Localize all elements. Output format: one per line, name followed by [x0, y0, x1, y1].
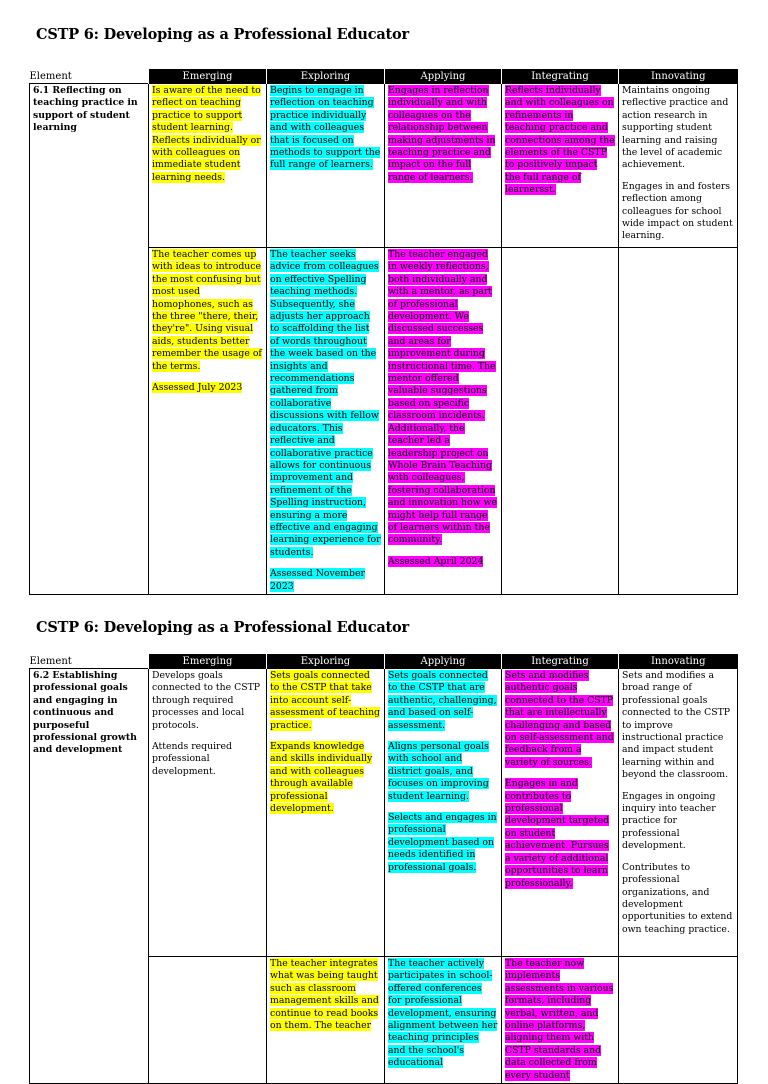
element-cell-6-1 [30, 84, 149, 595]
header-applying: Applying [385, 654, 502, 669]
evidence-text: The teacher comes up with ideas to introduce the most confusing but most used homophones, such as the three "there, their, they're". Using visual aids, students better remember the usage of the terms. [152, 249, 262, 372]
rubric-text: Attends required professional development. [152, 741, 232, 777]
rubric-exploring [267, 84, 385, 248]
evidence-text: The teacher actively participates in school-offered conferences for professional development, ensuring alignment between her teaching principles and the school's educational [388, 958, 498, 1069]
header-exploring: Exploring [267, 69, 385, 84]
section-1-title: CSTP 6: Developing as a Professional Educator [36, 26, 409, 43]
evidence-emerging [149, 248, 267, 595]
header-exploring: Exploring [267, 654, 385, 669]
rubric-text: Begins to engage in reflection on teaching practice individually and with colleagues that is focused on methods to support the full range of learners. [270, 85, 381, 171]
rubric-text: Sets goals connected to the CSTP that are authentic, challenging, and based on self-assessment. [388, 670, 497, 731]
rubric-integrating [502, 84, 619, 248]
rubric-text: Maintains ongoing reflective practice and action research in supporting student learning and raising the level of academic achievement. [622, 85, 729, 171]
evidence-exploring [267, 957, 385, 1084]
rubric-text: Engages in and contributes to professional development targeted on student achievement. Pursues a variety of additional opportunities to learn professionally. [505, 778, 610, 889]
rubric-text: Is aware of the need to reflect on teaching practice to support student learning. Reflects individually or with colleagues on immediate student learning needs. [152, 85, 261, 183]
header-innovating: Innovating [619, 654, 738, 669]
header-applying: Applying [385, 69, 502, 84]
rubric-text: Sets goals connected to the CSTP that take into account self-assessment of teaching practice. [270, 670, 381, 731]
header-row [30, 69, 738, 84]
rubric-text: Contributes to professional organizations, and development opportunities to extend own teaching practice. [622, 861, 733, 935]
rubric-exploring [267, 669, 385, 957]
rubric-text: Aligns personal goals with school and district goals, and focuses on improving student learning. [388, 741, 489, 802]
rubric-emerging [149, 84, 267, 248]
element-label: 6.1 Reflecting on teaching practice in support of student learning [33, 85, 138, 134]
rubric-innovating [619, 84, 738, 248]
rubric-innovating [619, 669, 738, 957]
evidence-text: The teacher integrates what was being taught such as classroom management skills and continue to read books on them. The teacher [270, 958, 379, 1032]
rubric-row [30, 84, 738, 248]
header-innovating: Innovating [619, 69, 738, 84]
assessed-date: Assessed April 2024 [388, 555, 484, 567]
header-integrating: Integrating [502, 654, 619, 669]
evidence-integrating [502, 248, 619, 595]
header-element: Element [30, 654, 149, 669]
evidence-innovating [619, 957, 738, 1084]
rubric-text: Expands knowledge and skills individually and with colleagues through available professional development. [270, 741, 373, 815]
header-emerging: Emerging [149, 69, 267, 84]
rubric-text: Engages in reflection individually and with colleagues on the relationship between making adjustments in teaching practice and impact on the full range of learners. [388, 85, 496, 183]
evidence-text: The teacher now implements assessments in various formats, including verbal, written, and online platforms, aligning them with CSTP standards and data collected from every student [505, 958, 614, 1081]
rubric-table-6-2 [29, 654, 738, 1084]
section-2-title: CSTP 6: Developing as a Professional Educator [36, 619, 409, 636]
evidence-applying [385, 957, 502, 1084]
evidence-text: The teacher engaged in weekly reflections, both individually and with a mentor, as part of professional development. We discussed successes and areas for improvement during instructional time. The mentor offered valuable suggestions based on specific classroom incidents. Additionally, the teacher led a leadership project on Whole Brain Teaching with colleagues, fostering collaboration and innovation how we might help full range of learners within the community. [388, 249, 497, 546]
element-label: 6.2 Establishing professional goals and engaging in continuous and purposeful professional growth and development [33, 670, 137, 756]
rubric-text: Reflects individually and with colleagues on refinements in teaching practice and connections among the elements of the CSTP to positively impact the full range of learnersst. [505, 85, 615, 196]
header-row [30, 654, 738, 669]
evidence-integrating [502, 957, 619, 1084]
assessed-date: Assessed November 2023 [270, 568, 365, 592]
rubric-applying [385, 84, 502, 248]
evidence-emerging [149, 957, 267, 1084]
rubric-text: Sets and modifies authentic goals connected to the CSTP that are intellectually challenging and based on self-assessment and feedback from a variety of sources. [505, 670, 614, 768]
header-integrating: Integrating [502, 69, 619, 84]
rubric-applying [385, 669, 502, 957]
rubric-integrating [502, 669, 619, 957]
header-emerging: Emerging [149, 654, 267, 669]
rubric-text: Sets and modifies a broad range of professional goals connected to the CSTP to improve instructional practice and impact student learning within and beyond the classroom. [622, 670, 731, 781]
assessed-date: Assessed July 2023 [152, 382, 243, 394]
rubric-text: Engages in and fosters reflection among colleagues for school wide impact on student learning. [622, 180, 733, 242]
header-element: Element [30, 69, 149, 84]
element-cell-6-2 [30, 669, 149, 1084]
rubric-text: Selects and engages in professional development based on needs identified in professional goals. [388, 812, 497, 873]
evidence-exploring [267, 248, 385, 595]
rubric-row [30, 669, 738, 957]
evidence-text: The teacher seeks advice from colleagues on effective Spelling teaching methods. Subsequently, she adjusts her approach to scaffolding the list of words throughout the week based on the insights and recommendations gathered from collaborative discussions with fellow educators. This reflective and collaborative practice allows for continuous improvement and refinement of the Spelling instruction, ensuring a more effective and engaging learning experience for students. [270, 249, 381, 558]
rubric-text: Engages in ongoing inquiry into teacher practice for professional development. [622, 790, 716, 852]
rubric-emerging [149, 669, 267, 957]
evidence-applying [385, 248, 502, 595]
evidence-innovating [619, 248, 738, 595]
rubric-text: Develops goals connected to the CSTP through required processes and local protocols. [152, 670, 261, 731]
rubric-table-6-1 [29, 69, 738, 595]
